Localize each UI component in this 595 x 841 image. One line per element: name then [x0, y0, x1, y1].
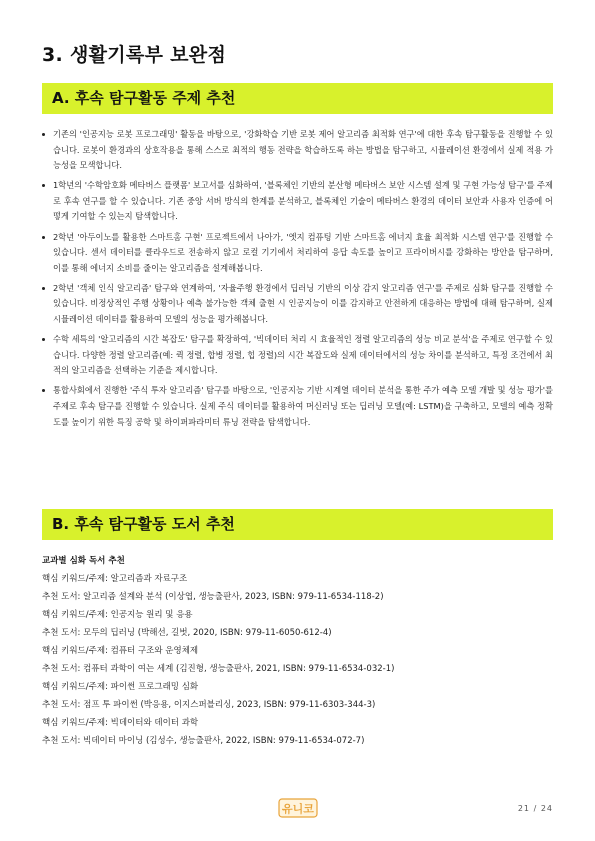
keyword-line: 핵심 키워드/주제: 빅데이터와 데이터 과학 [42, 718, 199, 728]
keyword-line: 핵심 키워드/주제: 컴퓨터 구조와 운영체제 [42, 646, 199, 656]
section-b-header-bar [42, 509, 553, 540]
book-line: 추천 도서: 빅데이터 마이닝 (김성수, 생능출판사, 2022, ISBN: 979-11-6534-072-7) [42, 736, 365, 746]
book-line: 추천 도서: 모두의 딥러닝 (박해선, 길벗, 2020, ISBN: 979-11-6050-612-4) [42, 628, 332, 638]
keyword-line: 핵심 키워드/주제: 인공지능 원리 및 응용 [42, 610, 193, 620]
topic-recommendation-list [42, 127, 553, 435]
keyword-line: 핵심 키워드/주제: 알고리즘과 자료구조 [42, 574, 188, 584]
list-item [42, 178, 553, 225]
list-item-text: 수학 세특의 '알고리즘의 시간 복잡도' 탐구를 확장하여, '빅데이터 처리 시 효율적인 정렬 알고리즘의 성능 비교 분석'을 주제로 연구할 수 있습니다. 다양한 정렬 알고리즘(예: 퀵 정렬, 합병 정렬, 힙 정렬)의 시간 복잡도와 실제 데이터에서의 성능 차이를 분석하고, 특정 조건에서 최적의 알고리즘을 선택하는 기준을 제시합니다. [53, 334, 553, 376]
list-item [42, 281, 553, 328]
page-number [518, 804, 553, 813]
list-item [42, 230, 553, 277]
list-item-text: 통합사회에서 진행한 '주식 투자 알고리즘' 탐구를 바탕으로, '인공지능 기반 시계열 데이터 분석을 통한 주가 예측 모델 개발 및 성능 평가'를 주제로 후속 탐구를 진행할 수 있습니다. 실제 주식 데이터를 활용하여 머신러닝 또는 딥러닝 모델(예: LSTM)을 구축하고, 모델의 예측 정확도를 높이기 위한 특징 공학 및 하이퍼파라미터 튜닝 전략을 탐색합니다. [53, 385, 553, 427]
list-item [42, 332, 553, 379]
list-item [42, 127, 553, 174]
unico-logo-icon [278, 798, 318, 818]
bullet-icon [42, 184, 45, 187]
page-total: 24 [540, 804, 553, 813]
svg-text:유니코: 유니코 [282, 802, 314, 816]
bullet-icon [42, 338, 45, 341]
list-item [42, 383, 553, 430]
bullet-icon [42, 287, 45, 290]
section-b-heading: B. 후속 탐구활동 도서 추천 [52, 515, 235, 533]
book-recommendation-block [42, 552, 553, 750]
page-title: 3. 생활기록부 보완점 [42, 44, 227, 66]
bullet-icon [42, 389, 45, 392]
section-a-heading: A. 후속 탐구활동 주제 추천 [52, 89, 236, 107]
page-current: 21 [517, 804, 531, 813]
page-separator: / [533, 804, 538, 813]
list-item-text: 1학년의 '수학암호화 메타버스 플랫폼' 보고서를 심화하여, '블록체인 기반의 분산형 메타버스 보안 시스템 설계 및 구현 가능성 탐구'를 주제로 후속 연구를 할 수 있습니다. 기존 중앙 서버 방식의 한계를 분석하고, 블록체인 기술이 메타버스 환경의 데이터 보안과 사용자 인증에 어떻게 기여할 수 있는지 탐색합니다. [53, 180, 553, 222]
section-a-header-bar [42, 83, 553, 114]
book-line: 추천 도서: 컴퓨터 과학이 여는 세계 (김진형, 생능출판사, 2021, ISBN: 979-11-6534-032-1) [42, 664, 395, 674]
keyword-line: 핵심 키워드/주제: 파이썬 프로그래밍 심화 [42, 682, 199, 692]
book-line: 추천 도서: 점프 투 파이썬 (박응용, 이지스퍼블리싱, 2023, ISBN: 979-11-6303-344-3) [42, 700, 376, 710]
book-line: 추천 도서: 알고리즘 설계와 분석 (이상엽, 생능출판사, 2023, ISBN: 979-11-6534-118-2) [42, 592, 384, 602]
list-item-text: 2학년 '객체 인식 알고리즘' 탐구와 연계하여, '자율주행 환경에서 딥러닝 기반의 이상 감지 알고리즘 연구'를 주제로 심화 탐구를 진행할 수 있습니다. 비정상적인 주행 상황이나 예측 불가능한 객체 출현 시 인공지능이 이를 감지하고 안전하게 대응하는 방법에 대해 탐구하며, 실제 시뮬레이션 데이터를 활용하여 모델의 성능을 평가해봅니다. [53, 282, 553, 325]
bullet-icon [42, 236, 45, 239]
book-sub-heading: 교과별 심화 독서 추천 [42, 556, 125, 566]
bullet-icon [42, 133, 45, 136]
list-item-text: 2학년 '아두이노를 활용한 스마트홈 구현' 프로젝트에서 나아가, '엣지 컴퓨팅 기반 스마트홈 에너지 효율 최적화 시스템 연구'를 진행할 수 있습니다. 센서 데이터를 클라우드로 전송하지 않고 로컬 기기에서 처리하여 응답 속도를 높이고 프라이버시를 강화하는 방안을 탐구하며, 이를 통해 에너지 소비를 줄이는 알고리즘을 설계해봅니다. [53, 231, 553, 273]
list-item-text: 기존의 '인공지능 로봇 프로그래밍' 활동을 바탕으로, '강화학습 기반 로봇 제어 알고리즘 최적화 연구'에 대한 후속 탐구활동을 진행할 수 있습니다. 로봇이 환경과의 상호작용을 통해 스스로 최적의 행동 전략을 학습하도록 하는 방법을 탐구하고, 시뮬레이션 환경에서 실제 적용 가능성을 모색합니다. [53, 129, 553, 171]
